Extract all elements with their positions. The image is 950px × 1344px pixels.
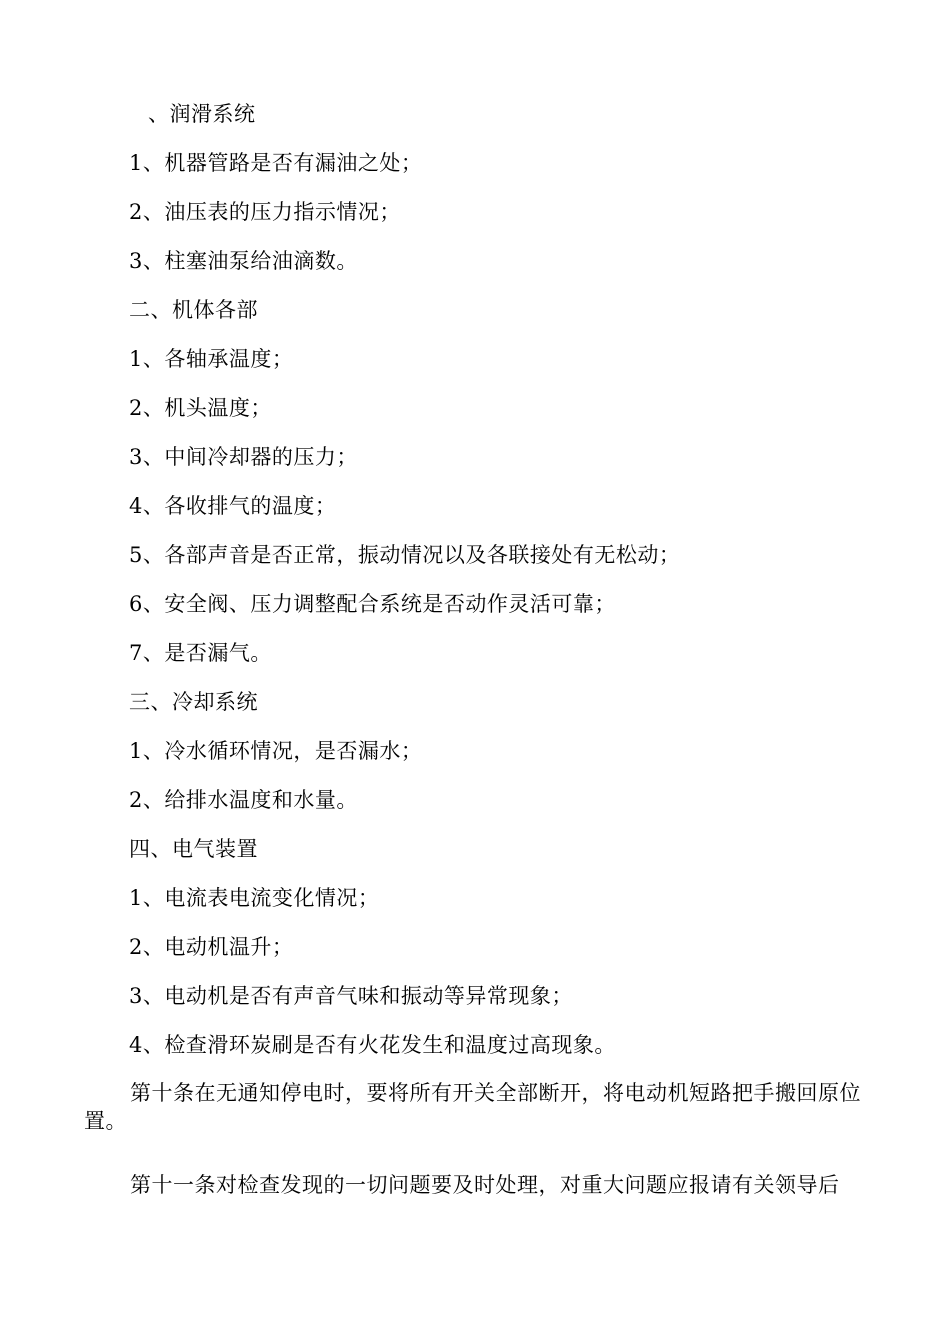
list-item: 1、各轴承温度； [129, 347, 294, 371]
list-item: 3、中间冷却器的压力； [129, 445, 358, 469]
list-item: 3、柱塞油泵给油滴数。 [129, 249, 358, 273]
section-heading-machine-body: 二、机体各部 [129, 298, 258, 322]
list-item: 7、是否漏气。 [129, 641, 272, 665]
list-item: 1、冷水循环情况，是否漏水； [129, 739, 423, 763]
list-item: 4、检查滑环炭刷是否有火花发生和温度过高现象。 [129, 1033, 616, 1057]
article-10-paragraph: 第十条在无通知停电时，要将所有开关全部断开，将电动机短路把手搬回原位置。 [84, 1081, 861, 1133]
list-item: 2、机头温度； [129, 396, 272, 420]
list-item: 2、电动机温升； [129, 935, 294, 959]
list-item: 1、机器管路是否有漏油之处； [129, 151, 423, 175]
list-item: 2、给排水温度和水量。 [129, 788, 358, 812]
list-item: 3、电动机是否有声音气味和振动等异常现象； [129, 984, 573, 1008]
list-item: 4、各收排气的温度； [129, 494, 337, 518]
list-item: 2、油压表的压力指示情况； [129, 200, 401, 224]
article-11-paragraph: 第十一条对检查发现的一切问题要及时处理，对重大问题应报请有关领导后 [130, 1173, 840, 1197]
section-heading-electrical: 四、电气装置 [129, 837, 258, 861]
list-item: 6、安全阀、压力调整配合系统是否动作灵活可靠； [129, 592, 616, 616]
section-heading-lubrication: 、润滑系统 [148, 102, 256, 126]
section-heading-cooling: 三、冷却系统 [129, 690, 258, 714]
list-item: 5、各部声音是否正常，振动情况以及各联接处有无松动； [129, 543, 681, 567]
list-item: 1、电流表电流变化情况； [129, 886, 380, 910]
